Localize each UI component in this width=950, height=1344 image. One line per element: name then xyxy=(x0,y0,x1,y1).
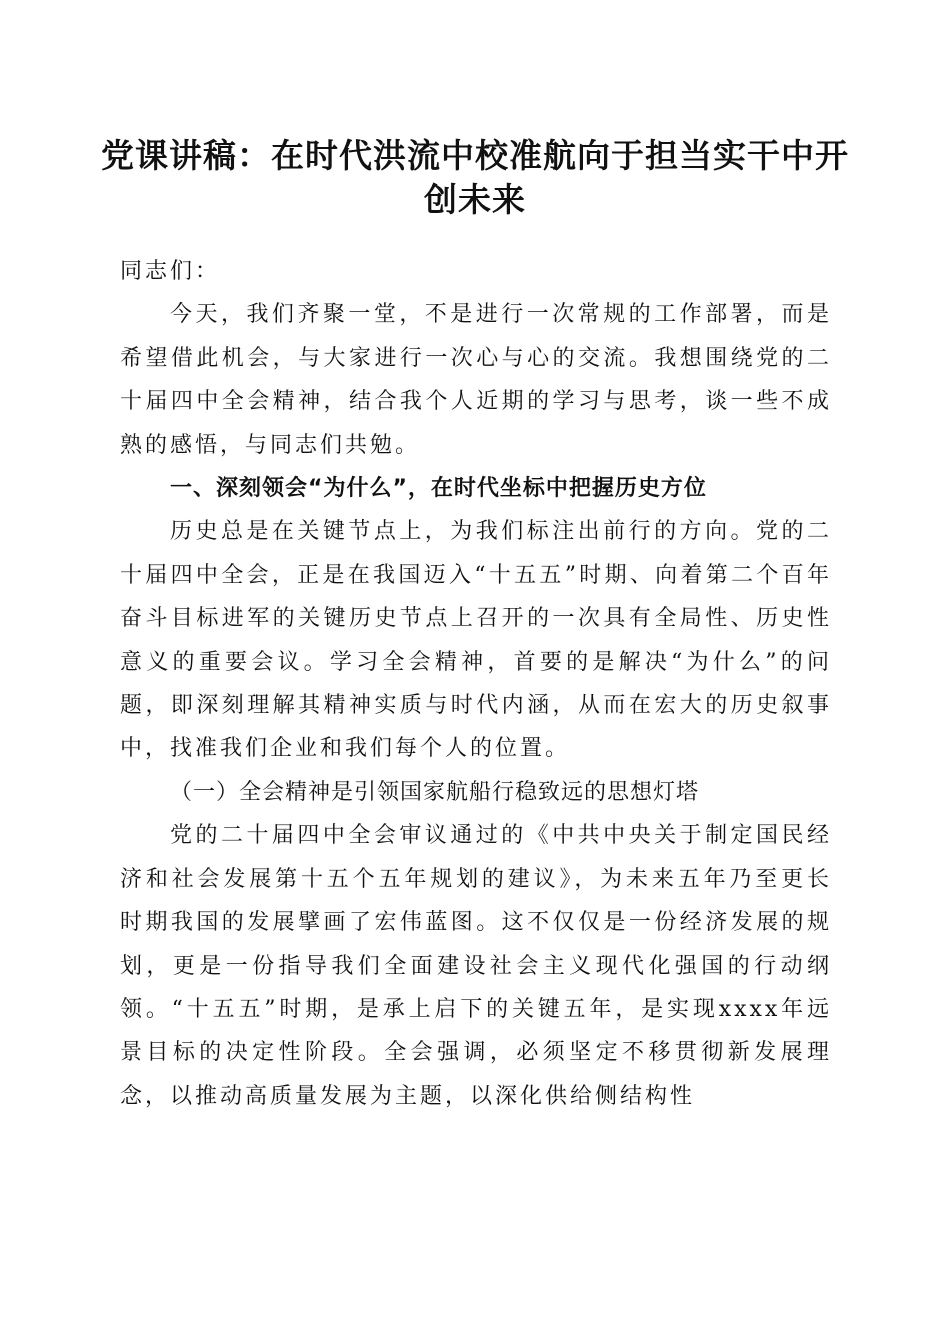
document-body xyxy=(120,250,832,1118)
section-1-paragraph: 历史总是在关键节点上，为我们标注出前行的方向。党的二十届四中全会，正是在我国迈入“十五五”时期、向着第二个百年奋斗目标进军的关键历史节点上召开的一次具有全局性、历史性意义的重要会议。学习全会精神，首要的是解决“为什么”的问题，即深刻理解其精神实质与时代内涵，从而在宏大的历史叙事中，找准我们企业和我们每个人的位置。 xyxy=(120,519,832,762)
subsection-heading-1-1: （一）全会精神是引领国家航船行稳致远的思想灯塔 xyxy=(170,779,700,805)
section-heading-1: 一、深刻领会“为什么”，在时代坐标中把握历史方位 xyxy=(170,476,707,502)
document-title: 党课讲稿：在时代洪流中校准航向于担当实干中开创未来 xyxy=(101,136,849,219)
subsection-1-1-paragraph: 党的二十届四中全会审议通过的《中共中央关于制定国民经济和社会发展第十五个五年规划的建议》，为未来五年乃至更长时期我国的发展擘画了宏伟蓝图。这不仅仅是一份经济发展的规划，更是一份指导我们全面建设社会主义现代化强国的行动纲领。“十五五”时期，是承上启下的关键五年，是实现xxxx年远景目标的决定性阶段。全会强调，必须坚定不移贯彻新发展理念，以推动高质量发展为主题，以深化供给侧结构性 xyxy=(120,823,832,1109)
intro-paragraph: 今天，我们齐聚一堂，不是进行一次常规的工作部署，而是希望借此机会，与大家进行一次心与心的交流。我想围绕党的二十届四中全会精神，结合我个人近期的学习与思考，谈一些不成熟的感悟，与同志们共勉。 xyxy=(120,302,832,458)
salutation: 同志们： xyxy=(120,259,221,284)
